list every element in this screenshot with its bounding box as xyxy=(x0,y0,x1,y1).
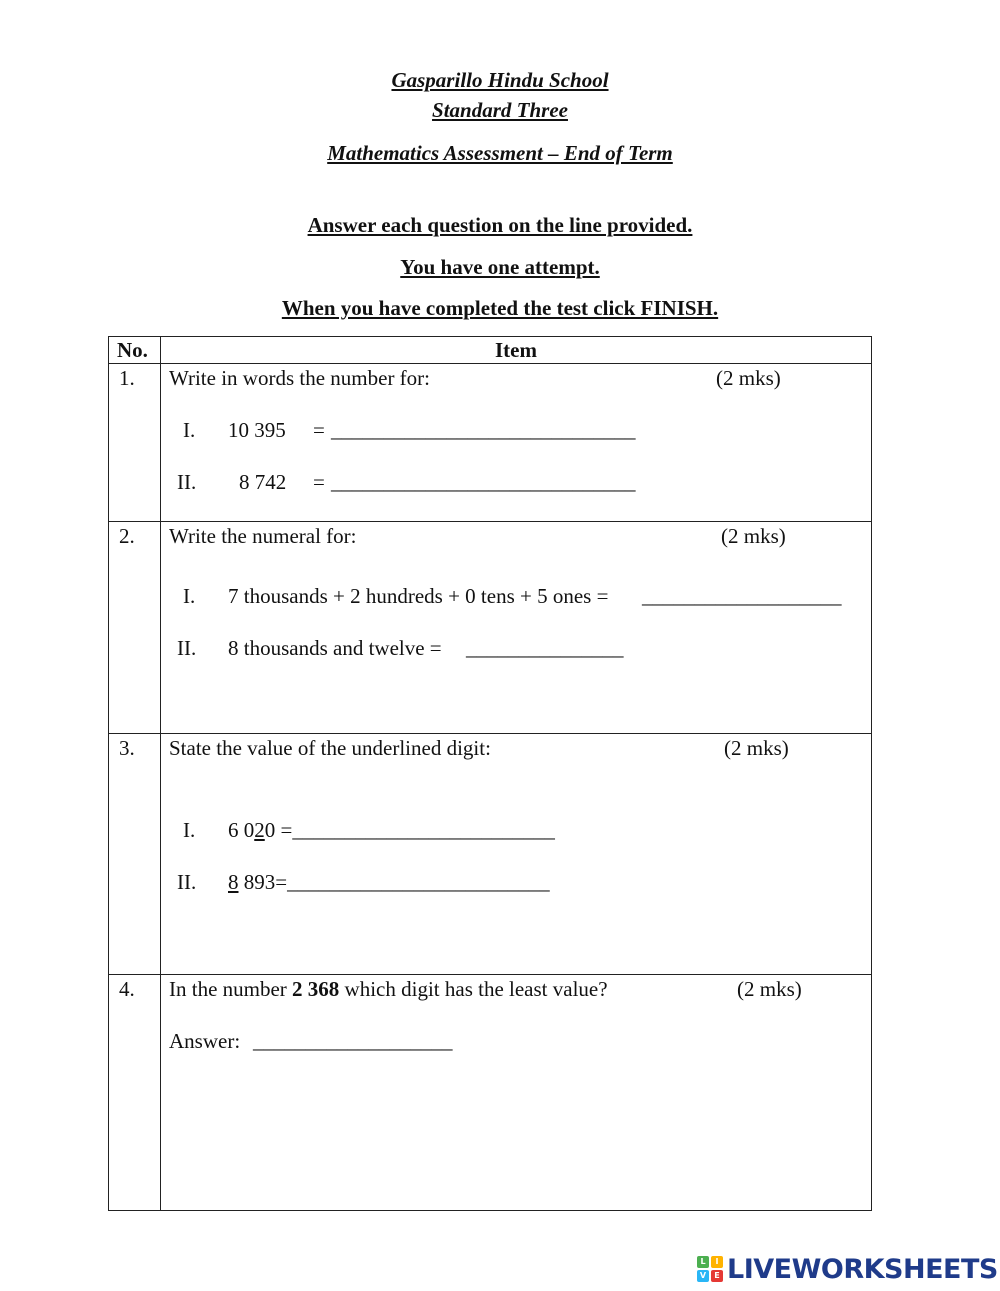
question-prompt: State the value of the underlined digit: xyxy=(169,736,491,760)
column-header-no: No. xyxy=(109,337,161,364)
answer-blank[interactable]: _______________ xyxy=(466,636,624,660)
question-row-2 xyxy=(109,522,872,734)
questions-table xyxy=(108,336,872,1211)
answer-blank[interactable]: _____________________________ xyxy=(331,418,636,442)
instruction-answer-lines: Answer each question on the line provided. xyxy=(307,213,693,237)
part-text: 8 thousands and twelve = xyxy=(228,636,442,660)
part-label: I. xyxy=(183,584,196,608)
question-number: 3. xyxy=(109,734,161,975)
liveworksheets-logo[interactable] xyxy=(697,1255,998,1283)
part-number: 10 395 xyxy=(228,418,286,442)
question-row-1 xyxy=(109,364,872,522)
part-label: I. xyxy=(183,818,196,842)
part-label: II. xyxy=(177,636,197,660)
underlined-digit: 8 xyxy=(228,870,239,894)
part-value xyxy=(228,870,550,895)
question-row-3 xyxy=(109,734,872,975)
question-marks: (2 mks) xyxy=(737,977,802,1001)
prompt-text: In the number xyxy=(169,977,293,1001)
part-label: II. xyxy=(177,470,197,494)
part-label: II. xyxy=(177,870,197,894)
instruction-one-attempt: You have one attempt. xyxy=(400,255,600,279)
answer-blank[interactable]: _____________________________ xyxy=(331,470,636,494)
part-value xyxy=(228,818,555,843)
column-header-item: Item xyxy=(161,337,872,364)
question-prompt: Write in words the number for: xyxy=(169,366,431,390)
question-number: 4. xyxy=(109,975,161,1211)
question-number: 2. xyxy=(109,522,161,734)
standard-title: Standard Three xyxy=(432,98,568,122)
prompt-number: 2 368 xyxy=(292,977,340,1001)
part-text: 7 thousands + 2 hundreds + 0 tens + 5 ones = xyxy=(228,584,609,608)
logo-tile: V xyxy=(697,1270,709,1282)
answer-blank[interactable]: ___________________ xyxy=(253,1029,453,1053)
logo-tile: E xyxy=(711,1270,723,1282)
instruction-click-finish: When you have completed the test click FINISH. xyxy=(281,296,719,320)
logo-text: LIVEWORKSHEETS xyxy=(727,1253,998,1285)
answer-blank[interactable]: _________________________ xyxy=(287,870,550,894)
answer-blank[interactable]: _________________________ xyxy=(292,818,555,842)
part-equals: = xyxy=(313,470,325,494)
question-prompt: Write the numeral for: xyxy=(169,524,357,548)
underlined-digit: 2 xyxy=(254,818,265,842)
question-marks: (2 mks) xyxy=(724,736,789,760)
digit-after: 0 = xyxy=(264,818,293,842)
assessment-title: Mathematics Assessment – End of Term xyxy=(327,141,673,165)
answer-label: Answer: xyxy=(169,1029,241,1053)
school-name: Gasparillo Hindu School xyxy=(391,68,609,92)
question-marks: (2 mks) xyxy=(716,366,781,390)
prompt-text: which digit has the least value? xyxy=(339,977,608,1001)
question-prompt xyxy=(169,977,608,1002)
logo-tile: L xyxy=(697,1256,709,1268)
table-header-row xyxy=(109,337,872,364)
question-row-4 xyxy=(109,975,872,1211)
logo-tile: I xyxy=(711,1256,723,1268)
digit-after: 893= xyxy=(238,870,288,894)
part-number: 8 742 xyxy=(239,470,287,494)
question-number: 1. xyxy=(109,364,161,522)
part-label: I. xyxy=(183,418,196,442)
part-equals: = xyxy=(313,418,325,442)
question-marks: (2 mks) xyxy=(721,524,786,548)
digit-before: 6 0 xyxy=(228,818,255,842)
logo-mark-icon xyxy=(697,1256,723,1282)
answer-blank[interactable]: ___________________ xyxy=(642,584,842,608)
